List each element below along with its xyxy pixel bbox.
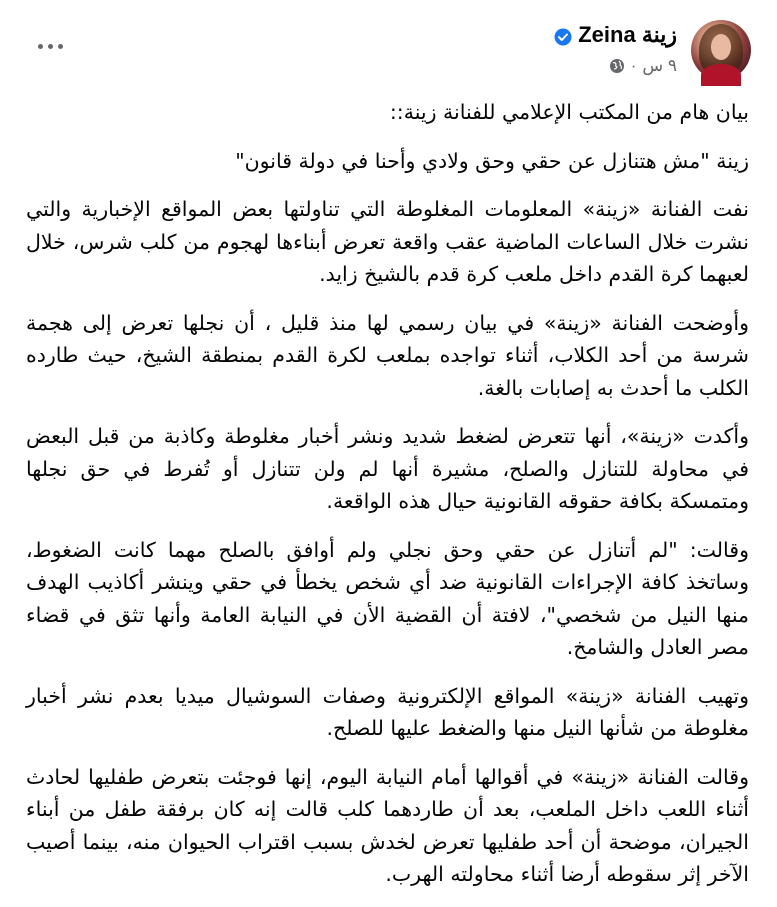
- post-body: [26, 96, 749, 907]
- globe-icon[interactable]: [609, 58, 625, 74]
- post-meta-row: [609, 56, 677, 76]
- post-paragraph: وتهيب الفنانة «زينة» المواقع الإلكترونية وصفات السوشيال ميديا بعدم نشر أخبار مغلوطة من شأنها النيل منها والضغط عليها للصلح.: [26, 683, 749, 740]
- post-paragraph: وأكدت «زينة»، أنها تتعرض لضغط شديد ونشر أخبار مغلوطة وكاذبة من قبل البعض في محاولة للتنازل والصلح، مشيرة أنها لم ولن تتنازل أو تُفرط في حق نجلها ومتمسكة بكافة حقوقه القانونية حيال هذه الواقعة.: [26, 424, 749, 513]
- post-paragraph: وأوضحت الفنانة «زينة» في بيان رسمي لها منذ قليل ، أن نجلها تعرض إلى هجمة شرسة من أحد الكلاب، أثناء تواجده بملعب لكرة القدم بمنطقة الشيخ، حيث طارده الكلب ما أحدث به إصابات بالغة.: [26, 310, 749, 400]
- post-paragraph: زينة "مش هتنازل عن حقي وحق ولادي وأحنا في دولة قانون": [235, 148, 749, 173]
- meta-separator: ·: [630, 56, 637, 75]
- author-avatar[interactable]: [691, 20, 751, 80]
- verified-badge-icon: [554, 26, 572, 44]
- post-timestamp[interactable]: ٩ س: [642, 56, 677, 75]
- author-name-row: [554, 22, 677, 48]
- more-options-icon: [38, 44, 43, 49]
- avatar-dress: [701, 64, 741, 86]
- post-paragraph: وقالت: "لم أتنازل عن حقي وحق نجلي ولم أوافق بالصلح مهما كانت الضغوط، وساتخذ كافة الإجراءات القانونية ضد أي شخص يخطأ في حقي وينشر أكاذيب الهدف منها النيل من شخصي"، لافتة أن القضية الأن في النيابة العامة وأنها تثق في قضاء مصر العادل والشامخ.: [26, 537, 749, 659]
- post-paragraph: وقالت الفنانة «زينة» في أقوالها أمام النيابة اليوم، إنها فوجئت بتعرض طفليها لحادث أثناء اللعب داخل الملعب، بعد أن طاردهما كلب قالت إنه كان برفقة طفل من أبناء الجيران، موضحة أن أحد طفليها تعرض لخدش بسبب اقتراب الحيوان منه، بينما أصيب الآخر إثر سقوطه أرضا أثناء محاولته الهرب.: [26, 764, 749, 886]
- post-paragraph: نفت الفنانة «زينة» المعلومات المغلوطة التي تناولتها بعض المواقع الإخبارية والتي نشرت خلال الساعات الماضية عقب واقعة تعرض أبناءها لهجوم من كلب شرس، خلال لعبهما كرة القدم داخل ملعب كرة قدم بالشيخ زايد.: [26, 197, 749, 286]
- avatar-face: [711, 34, 731, 60]
- post-header: [26, 16, 751, 86]
- post-paragraph: بيان هام من المكتب الإعلامي للفنانة زينة::: [389, 100, 749, 124]
- author-name[interactable]: Zeina زينة: [578, 22, 677, 47]
- more-options-button[interactable]: [32, 34, 68, 58]
